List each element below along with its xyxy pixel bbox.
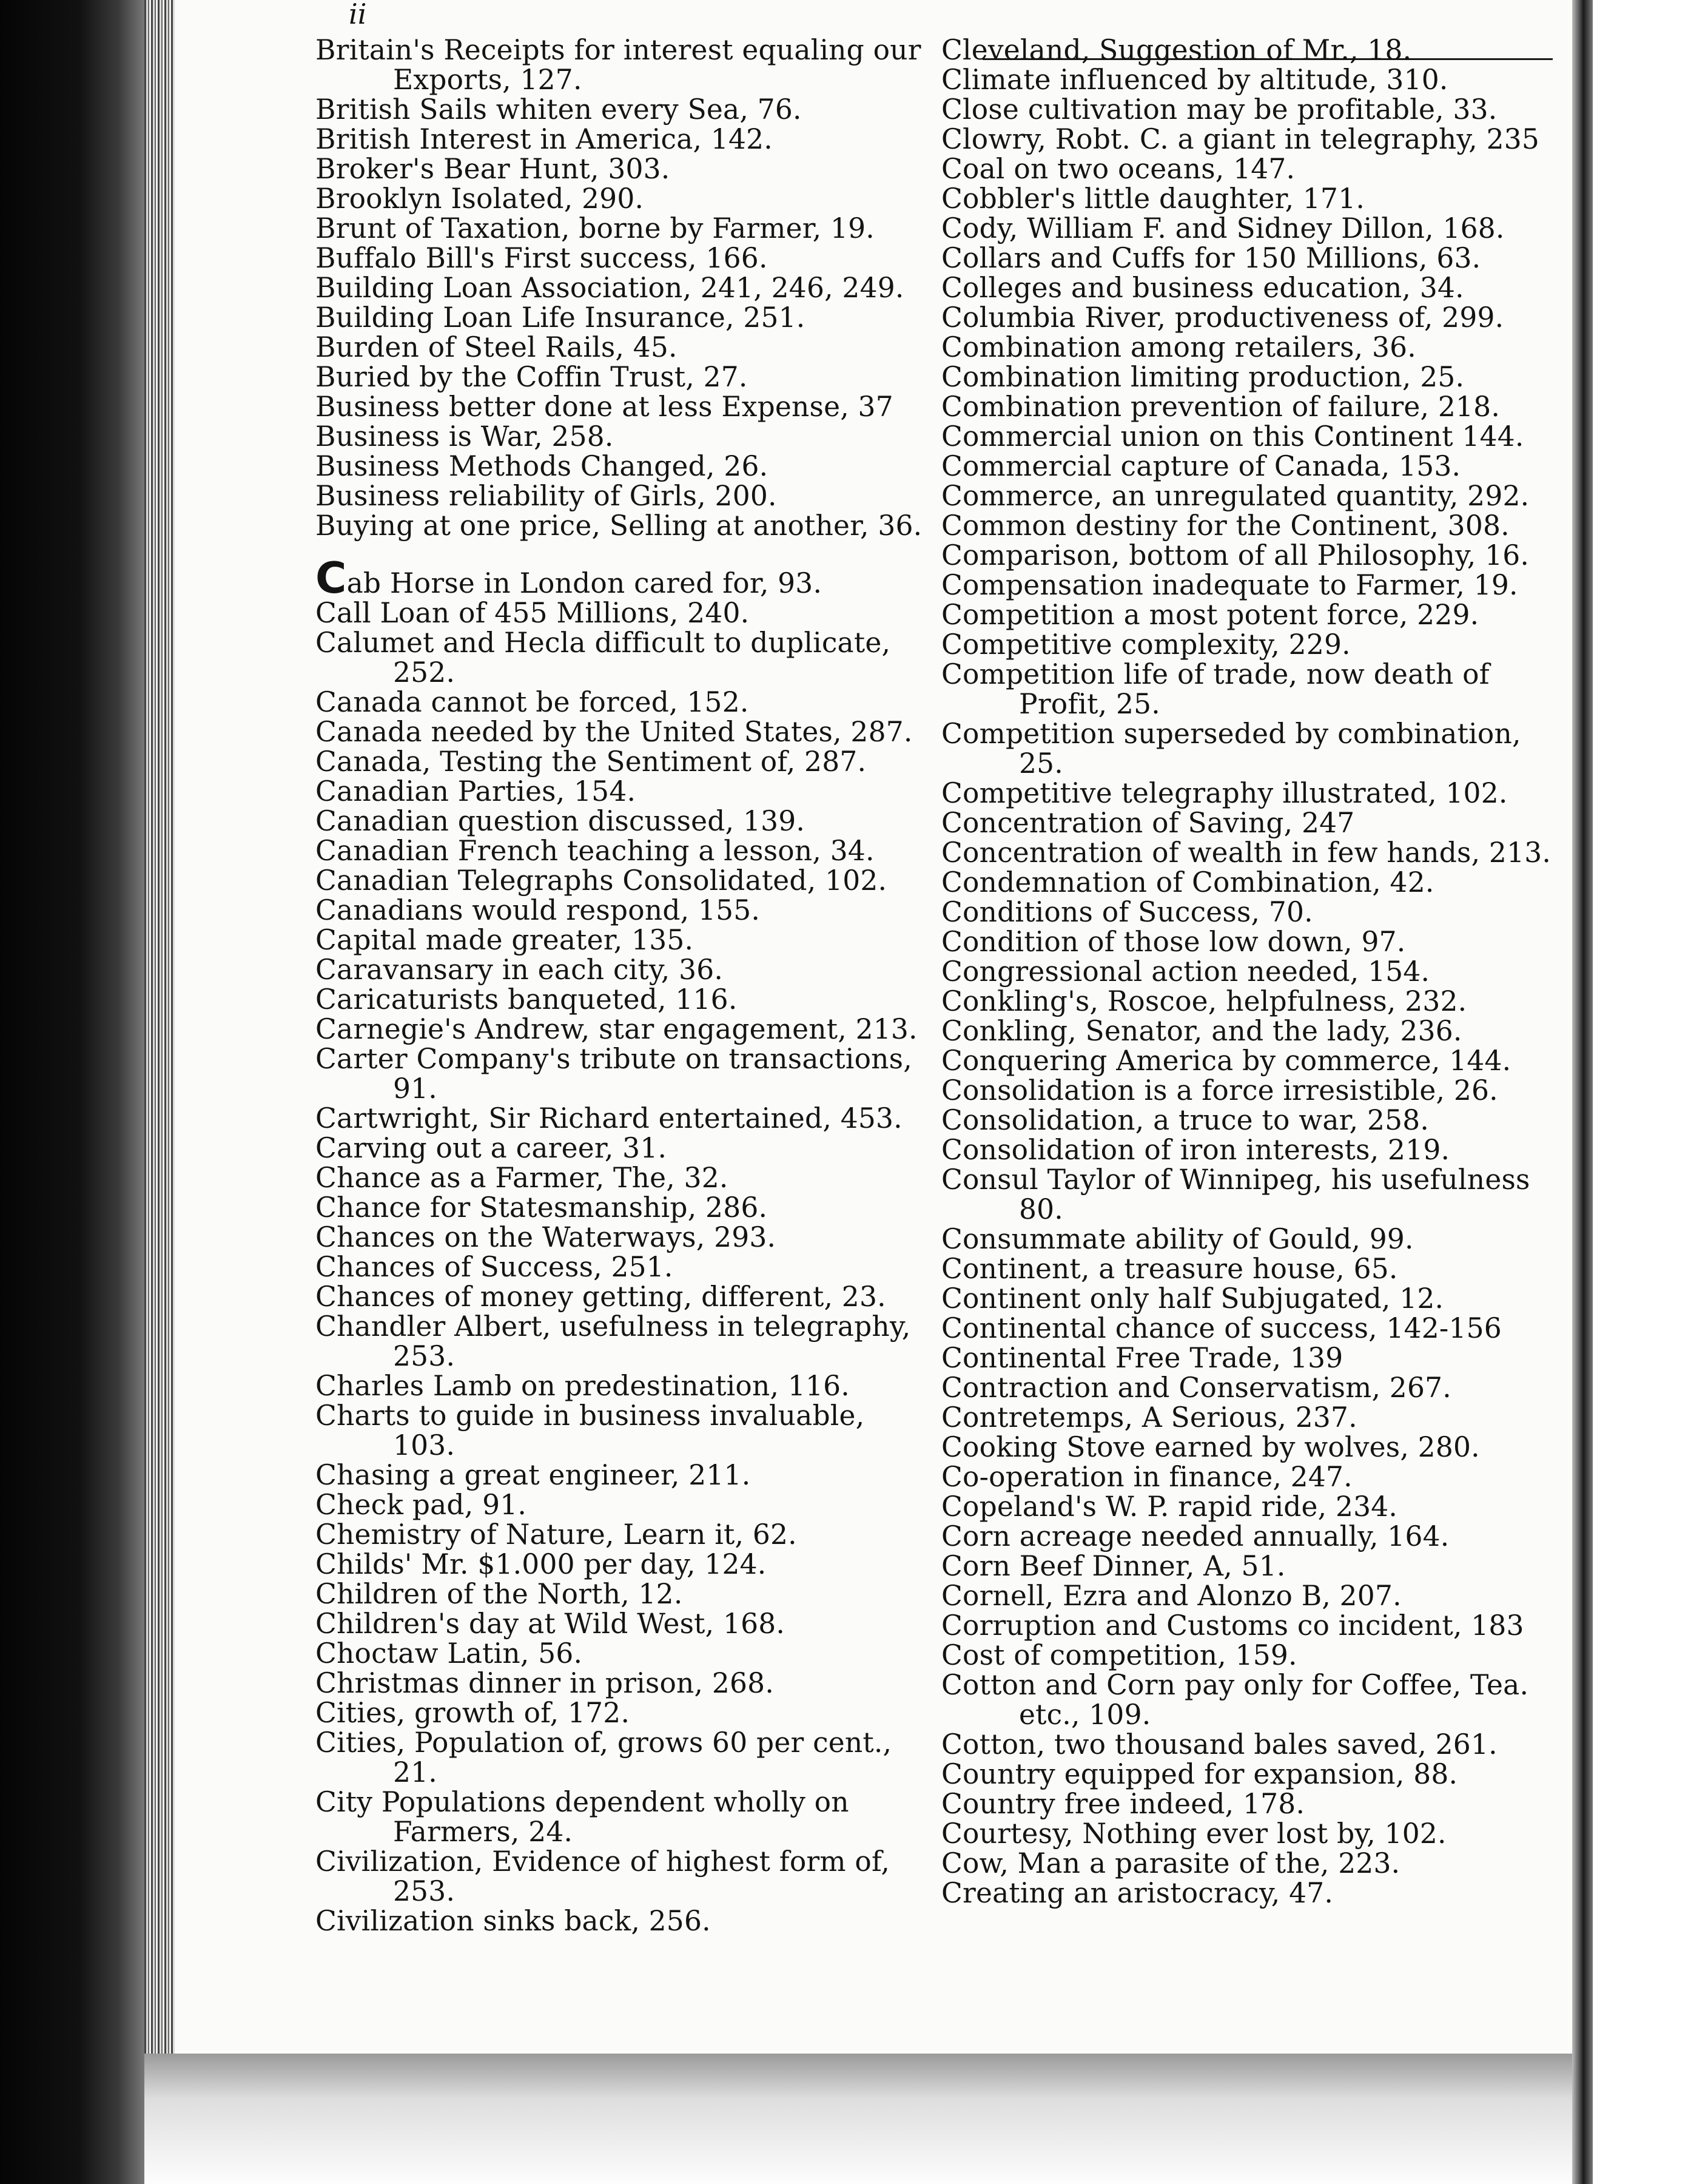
index-entry: Conkling, Senator, and the lady, 236. [941,1015,1462,1047]
page-edges [144,0,175,2066]
index-entry: Christmas dinner in prison, 268. [315,1667,774,1699]
index-entry: Canada cannot be forced, 152. [315,686,749,718]
index-entry: Cooking Stove earned by wolves, 280. [941,1431,1480,1463]
index-entry: Continental Free Trade, 139 [941,1342,1343,1374]
index-entry: Choctaw Latin, 56. [315,1637,583,1670]
index-entry: Canadian Telegraphs Consolidated, 102. [315,864,887,897]
index-entry: Chemistry of Nature, Learn it, 62. [315,1518,797,1551]
index-entry-section-c [315,553,934,603]
index-entry: Children's day at Wild West, 168. [315,1608,785,1640]
index-entry: Chasing a great engineer, 211. [315,1459,751,1491]
index-entry: Calumet and Hecla difficult to duplicate, 252. [315,627,891,689]
index-entry: Brooklyn Isolated, 290. [315,183,644,215]
index-entry: Chances on the Waterways, 293. [315,1221,776,1253]
index-entry: Canadian Parties, 154. [315,775,636,807]
index-entry: Broker's Bear Hunt, 303. [315,153,670,185]
index-entry: Comparison, bottom of all Philosophy, 16. [941,539,1530,571]
index-entry: Business better done at less Expense, 37 [315,391,893,423]
index-entry: Carving out a career, 31. [315,1132,667,1164]
index-entry: Common destiny for the Continent, 308. [941,510,1510,542]
index-entry: Corn Beef Dinner, A, 51. [941,1550,1286,1582]
index-entry: Consul Taylor of Winnipeg, his usefulness 80. [941,1164,1530,1225]
index-entry: Cotton and Corn pay only for Coffee, Tea. etc., 109. [941,1669,1529,1731]
index-entry: Conquering America by commerce, 144. [941,1045,1511,1077]
index-entry: Cities, Population of, grows 60 per cent., 21. [315,1727,892,1788]
index-entry: Contretemps, A Serious, 237. [941,1401,1357,1434]
index-entry: Building Loan Association, 241, 246, 249. [315,272,904,304]
index-entry: Business reliability of Girls, 200. [315,480,777,512]
index-entry: Condition of those low down, 97. [941,926,1406,958]
index-entry: Country equipped for expansion, 88. [941,1758,1458,1790]
index-entry: Childs' Mr. $1.000 per day, 124. [315,1548,767,1580]
index-entry: Corruption and Customs co incident, 183 [941,1609,1524,1642]
index-entry: Coal on two oceans, 147. [941,153,1296,185]
index-entry: Cody, William F. and Sidney Dillon, 168. [941,212,1505,244]
index-entry: Buying at one price, Selling at another, 36. [315,510,923,542]
page-bottom-margin [144,2054,1576,2184]
index-entry: Cost of competition, 159. [941,1639,1297,1671]
index-entry: Caricaturists banqueted, 116. [315,983,738,1016]
index-entry: Chance for Statesmanship, 286. [315,1191,768,1224]
index-entry: Copeland's W. P. rapid ride, 234. [941,1491,1398,1523]
index-entry: Commercial union on this Continent 144. [941,420,1524,453]
index-entry: Chances of money getting, different, 23. [315,1281,886,1313]
index-entry: Canada, Testing the Sentiment of, 287. [315,746,867,778]
index-entry: British Sails whiten every Sea, 76. [315,93,802,126]
book-spine [1572,0,1593,2184]
index-entry: Continental chance of success, 142-156 [941,1312,1502,1344]
index-entry: Carnegie's Andrew, star engagement, 213. [315,1013,918,1045]
index-entry: Competition superseded by combination, 25. [941,718,1521,780]
index-entry: Cow, Man a parasite of the, 223. [941,1847,1400,1879]
index-entry: Cornell, Ezra and Alonzo B, 207. [941,1580,1402,1612]
index-entry: Competitive telegraphy illustrated, 102. [941,777,1508,809]
index-entry: Condemnation of Combination, 42. [941,866,1434,898]
index-entry: Canadian question discussed, 139. [315,805,805,837]
index-entry: Cobbler's little daughter, 171. [941,183,1365,215]
index-entry: Check pad, 91. [315,1489,527,1521]
index-entry: Canadians would respond, 155. [315,894,761,926]
index-entry: Brunt of Taxation, borne by Farmer, 19. [315,212,875,244]
index-entry: Caravansary in each city, 36. [315,954,724,986]
index-entry: Continent, a treasure house, 65. [941,1253,1398,1285]
index-entry: British Interest in America, 142. [315,123,773,155]
index-entry: Call Loan of 455 Millions, 240. [315,597,750,629]
index-entry: Competition a most potent force, 229. [941,599,1479,631]
scan-background-right [1593,0,1708,2184]
index-entry: Commercial capture of Canada, 153. [941,450,1461,482]
index-entry: Clowry, Robt. C. a giant in telegraphy, 235 [941,123,1540,155]
index-entry: Canadian French teaching a lesson, 34. [315,835,875,867]
index-entry: Corn acreage needed annually, 164. [941,1520,1450,1552]
index-entry: Consummate ability of Gould, 99. [941,1223,1414,1255]
index-entry: Combination among retailers, 36. [941,331,1416,363]
page-folio: ii [349,0,367,30]
index-entry: Contraction and Conservatism, 267. [941,1372,1451,1404]
index-entry: Conditions of Success, 70. [941,896,1313,928]
index-entry: Competition life of trade, now death of Profit, 25. [941,658,1490,720]
index-entry: Country free indeed, 178. [941,1788,1305,1820]
index-entry: Commerce, an unregulated quantity, 292. [941,480,1530,512]
index-entry: Compensation inadequate to Farmer, 19. [941,569,1518,601]
index-entry: Concentration of wealth in few hands, 213. [941,837,1552,869]
index-entry: Chandler Albert, usefulness in telegraphy, 253. [315,1310,911,1372]
index-entry: Consolidation is a force irresistible, 26. [941,1074,1498,1107]
index-entry: City Populations dependent wholly on Farmers, 24. [315,1786,849,1848]
index-entry: Congressional action needed, 154. [941,956,1430,988]
index-entry: Courtesy, Nothing ever lost by, 102. [941,1818,1447,1850]
index-entry: Competitive complexity, 229. [941,629,1351,661]
index-entry: Carter Company's tribute on transactions, 91. [315,1043,912,1105]
index-entry: Buffalo Bill's First success, 166. [315,242,768,274]
index-entry: Charts to guide in business invaluable, 103. [315,1400,865,1461]
index-entry: Climate influenced by altitude, 310. [941,64,1448,96]
index-entry: Children of the North, 12. [315,1578,683,1610]
index-entry: Conkling's, Roscoe, helpfulness, 232. [941,985,1467,1017]
drop-capital-c: C [315,553,347,603]
index-entry: Building Loan Life Insurance, 251. [315,302,805,334]
index-entry: Cartwright, Sir Richard entertained, 453. [315,1102,903,1134]
index-entry: Civilization, Evidence of highest form of, 253. [315,1845,890,1907]
index-entry: Civilization sinks back, 256. [315,1905,711,1937]
index-entry: Consolidation of iron interests, 219. [941,1134,1450,1166]
index-entry: Colleges and business education, 34. [941,272,1464,304]
index-entry: Creating an aristocracy, 47. [941,1877,1334,1909]
index-entry: Columbia River, productiveness of, 299. [941,302,1504,334]
index-entry: Concentration of Saving, 247 [941,807,1355,839]
index-column-right [941,35,1560,1908]
index-entry: Chances of Success, 251. [315,1251,673,1283]
index-entry: Cotton, two thousand bales saved, 261. [941,1728,1498,1761]
index-entry: Combination prevention of failure, 218. [941,391,1500,423]
index-entry: Co-operation in finance, 247. [941,1461,1353,1493]
index-entry: Cleveland, Suggestion of Mr., 18. [941,34,1412,66]
index-entry: Consolidation, a truce to war, 258. [941,1104,1430,1136]
index-entry: Charles Lamb on predestination, 116. [315,1370,850,1402]
index-entry: Capital made greater, 135. [315,924,694,956]
index-entry: Collars and Cuffs for 150 Millions, 63. [941,242,1481,274]
index-entry: Chance as a Farmer, The, 32. [315,1162,728,1194]
index-entry: Close cultivation may be profitable, 33. [941,93,1498,126]
index-entry: Business Methods Changed, 26. [315,450,768,482]
scan-background-left [0,0,144,2184]
index-entry: Burden of Steel Rails, 45. [315,331,677,363]
index-entry: Canada needed by the United States, 287. [315,716,913,748]
index-column-left [315,35,934,1936]
index-entry: Continent only half Subjugated, 12. [941,1282,1444,1315]
index-entry: Cities, growth of, 172. [315,1697,630,1729]
index-entry: Business is War, 258. [315,420,614,453]
index-entry: Combination limiting production, 25. [941,361,1465,393]
index-entry: Britain's Receipts for interest equaling our Exports, 127. [315,34,921,96]
index-entry-text: ab Horse in London cared for, 93. [346,567,822,599]
index-entry: Buried by the Coffin Trust, 27. [315,361,748,393]
